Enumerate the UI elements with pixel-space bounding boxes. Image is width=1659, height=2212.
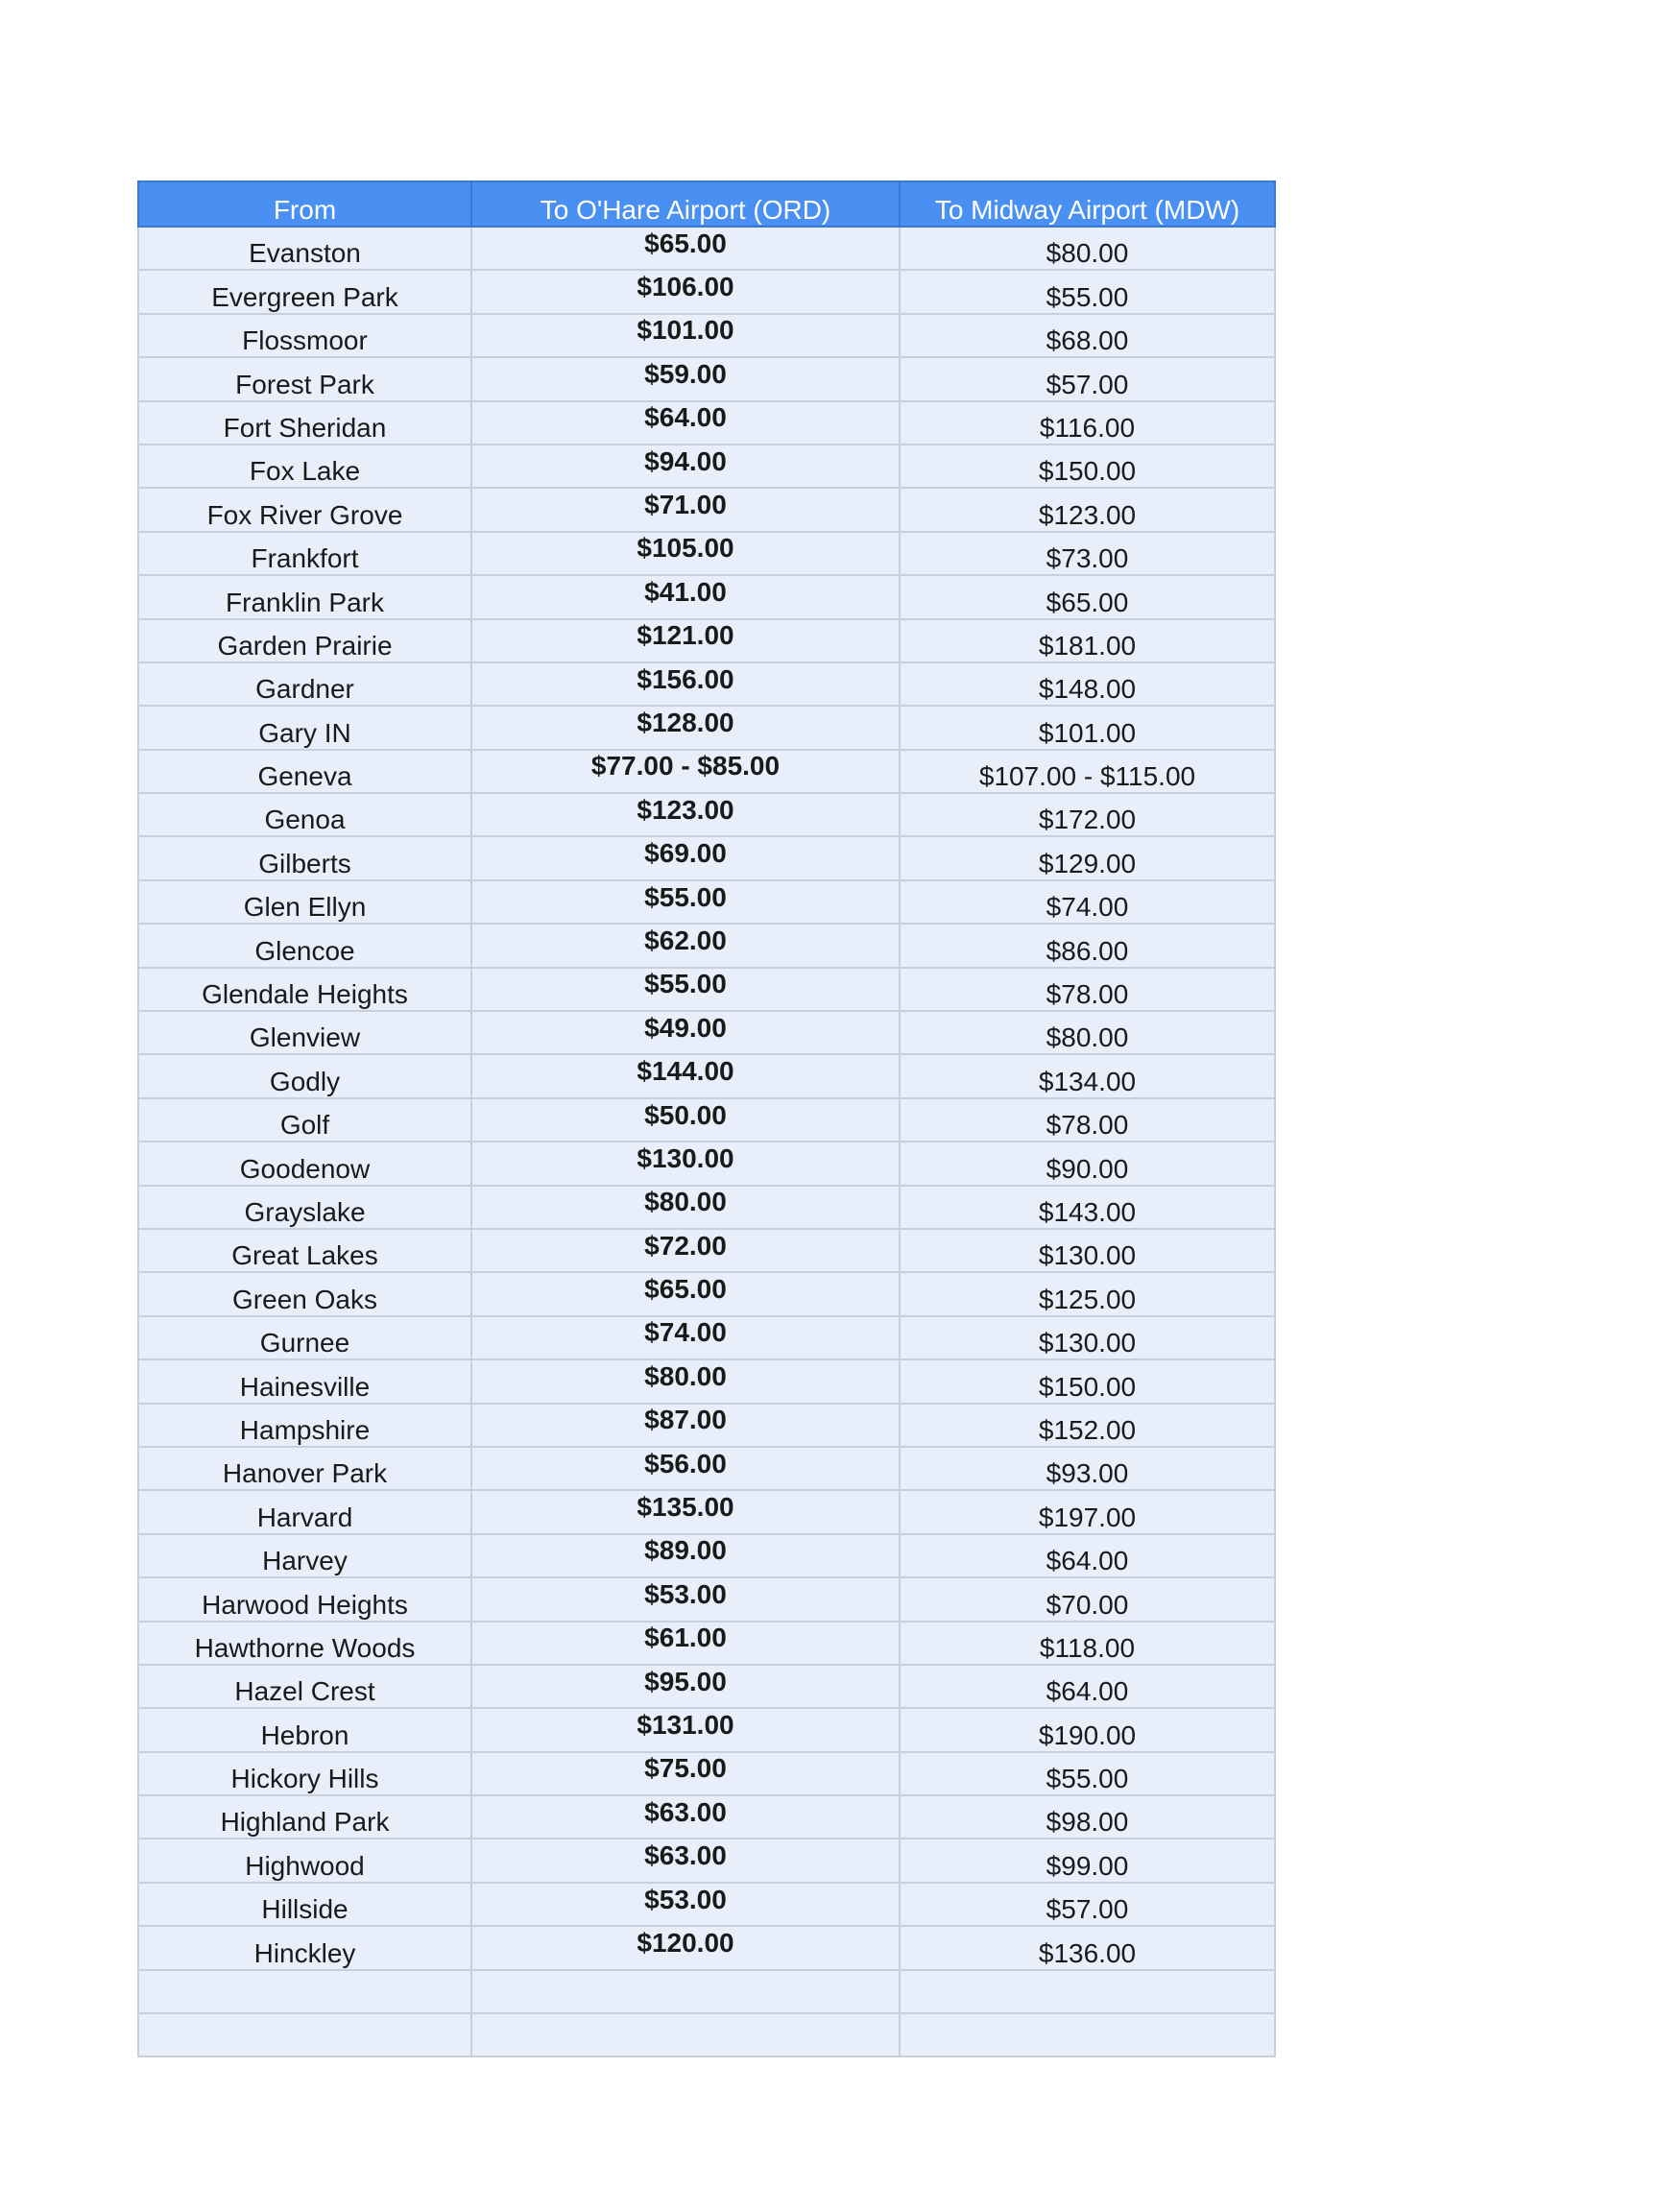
table-row — [138, 1970, 1275, 2013]
cell-mdw-fare: $57.00 — [900, 1883, 1275, 1926]
cell-ord-fare: $75.00 — [471, 1752, 900, 1795]
cell-mdw-fare: $68.00 — [900, 314, 1275, 357]
cell-ord-fare: $50.00 — [471, 1098, 900, 1142]
cell-from: Glencoe — [138, 924, 471, 967]
table-row — [138, 1665, 1275, 1708]
table-row — [138, 1926, 1275, 1969]
cell-from: Golf — [138, 1098, 471, 1142]
table-row — [138, 1316, 1275, 1359]
cell-from: Hillside — [138, 1883, 471, 1926]
table-row — [138, 1054, 1275, 1097]
cell-ord-fare: $65.00 — [471, 1272, 900, 1315]
table-row — [138, 880, 1275, 924]
table-row — [138, 314, 1275, 357]
table-body — [138, 227, 1275, 2056]
cell-ord-fare: $106.00 — [471, 270, 900, 313]
cell-mdw-fare: $197.00 — [900, 1490, 1275, 1533]
cell-ord-fare: $80.00 — [471, 1186, 900, 1229]
table-row — [138, 532, 1275, 575]
cell-mdw-fare: $80.00 — [900, 227, 1275, 270]
cell-ord-fare: $121.00 — [471, 619, 900, 662]
cell-from: Grayslake — [138, 1186, 471, 1229]
cell-from: Glenview — [138, 1011, 471, 1054]
cell-ord-fare: $71.00 — [471, 488, 900, 531]
cell-from: Fort Sheridan — [138, 401, 471, 445]
cell-from: Harvard — [138, 1490, 471, 1533]
cell-from: Hickory Hills — [138, 1752, 471, 1795]
cell-from: Highland Park — [138, 1795, 471, 1839]
table-row — [138, 1795, 1275, 1839]
header-mdw: To Midway Airport (MDW) — [900, 181, 1275, 227]
cell-mdw-fare: $65.00 — [900, 575, 1275, 618]
cell-ord-fare: $135.00 — [471, 1490, 900, 1533]
cell-ord-fare: $59.00 — [471, 357, 900, 400]
cell-mdw-fare: $74.00 — [900, 880, 1275, 924]
cell-from: Geneva — [138, 750, 471, 793]
cell-ord-fare: $55.00 — [471, 968, 900, 1011]
cell-ord-fare: $55.00 — [471, 880, 900, 924]
cell-from: Hampshire — [138, 1404, 471, 1447]
cell-from: Hazel Crest — [138, 1665, 471, 1708]
cell-from: Glendale Heights — [138, 968, 471, 1011]
cell-from: Hanover Park — [138, 1447, 471, 1490]
cell-from: Evanston — [138, 227, 471, 270]
cell-mdw-fare: $107.00 - $115.00 — [900, 750, 1275, 793]
table-row — [138, 1359, 1275, 1403]
cell-mdw-fare — [900, 1970, 1275, 2013]
cell-mdw-fare: $64.00 — [900, 1665, 1275, 1708]
cell-ord-fare: $95.00 — [471, 1665, 900, 1708]
cell-mdw-fare: $172.00 — [900, 793, 1275, 836]
cell-from: Franklin Park — [138, 575, 471, 618]
cell-from: Hainesville — [138, 1359, 471, 1403]
cell-mdw-fare: $130.00 — [900, 1229, 1275, 1272]
table-row — [138, 924, 1275, 967]
cell-from: Gary IN — [138, 706, 471, 749]
table-row — [138, 706, 1275, 749]
table-row — [138, 662, 1275, 706]
cell-mdw-fare: $152.00 — [900, 1404, 1275, 1447]
cell-mdw-fare: $134.00 — [900, 1054, 1275, 1097]
table-row — [138, 836, 1275, 879]
cell-mdw-fare: $181.00 — [900, 619, 1275, 662]
cell-ord-fare: $80.00 — [471, 1359, 900, 1403]
cell-mdw-fare: $150.00 — [900, 1359, 1275, 1403]
cell-from: Hebron — [138, 1708, 471, 1751]
cell-from: Frankfort — [138, 532, 471, 575]
cell-mdw-fare: $150.00 — [900, 445, 1275, 488]
cell-mdw-fare: $143.00 — [900, 1186, 1275, 1229]
table-row — [138, 793, 1275, 836]
cell-ord-fare: $63.00 — [471, 1795, 900, 1839]
cell-mdw-fare: $116.00 — [900, 401, 1275, 445]
table-row — [138, 1011, 1275, 1054]
table-row — [138, 1577, 1275, 1621]
table-row — [138, 1186, 1275, 1229]
cell-from: Fox River Grove — [138, 488, 471, 531]
cell-ord-fare: $105.00 — [471, 532, 900, 575]
table-row — [138, 1708, 1275, 1751]
table-row — [138, 270, 1275, 313]
cell-from: Genoa — [138, 793, 471, 836]
cell-ord-fare: $53.00 — [471, 1577, 900, 1621]
cell-ord-fare: $156.00 — [471, 662, 900, 706]
cell-mdw-fare: $78.00 — [900, 1098, 1275, 1142]
cell-mdw-fare — [900, 2013, 1275, 2056]
cell-from: Highwood — [138, 1839, 471, 1882]
table-row — [138, 227, 1275, 270]
table-row — [138, 575, 1275, 618]
table-row — [138, 1490, 1275, 1533]
cell-ord-fare: $144.00 — [471, 1054, 900, 1097]
cell-from: Garden Prairie — [138, 619, 471, 662]
table-row — [138, 968, 1275, 1011]
cell-ord-fare: $87.00 — [471, 1404, 900, 1447]
cell-mdw-fare: $99.00 — [900, 1839, 1275, 1882]
cell-ord-fare: $130.00 — [471, 1142, 900, 1185]
cell-from: Goodenow — [138, 1142, 471, 1185]
cell-ord-fare: $72.00 — [471, 1229, 900, 1272]
cell-mdw-fare: $55.00 — [900, 1752, 1275, 1795]
cell-ord-fare: $89.00 — [471, 1534, 900, 1577]
table-row — [138, 488, 1275, 531]
cell-mdw-fare: $73.00 — [900, 532, 1275, 575]
cell-mdw-fare: $190.00 — [900, 1708, 1275, 1751]
cell-from: Flossmoor — [138, 314, 471, 357]
cell-from: Gardner — [138, 662, 471, 706]
cell-mdw-fare: $123.00 — [900, 488, 1275, 531]
header-from: From — [138, 181, 471, 227]
cell-mdw-fare: $93.00 — [900, 1447, 1275, 1490]
table-row — [138, 1229, 1275, 1272]
cell-ord-fare: $65.00 — [471, 227, 900, 270]
table-row — [138, 1142, 1275, 1185]
table-row — [138, 1404, 1275, 1447]
table-row — [138, 445, 1275, 488]
cell-from — [138, 1970, 471, 2013]
table-row — [138, 1098, 1275, 1142]
cell-mdw-fare: $57.00 — [900, 357, 1275, 400]
cell-from: Hawthorne Woods — [138, 1622, 471, 1665]
cell-ord-fare: $74.00 — [471, 1316, 900, 1359]
cell-ord-fare: $53.00 — [471, 1883, 900, 1926]
cell-mdw-fare: $125.00 — [900, 1272, 1275, 1315]
cell-from: Gurnee — [138, 1316, 471, 1359]
cell-mdw-fare: $98.00 — [900, 1795, 1275, 1839]
cell-ord-fare: $61.00 — [471, 1622, 900, 1665]
cell-ord-fare: $56.00 — [471, 1447, 900, 1490]
cell-mdw-fare: $86.00 — [900, 924, 1275, 967]
cell-from — [138, 2013, 471, 2056]
fare-table — [137, 180, 1276, 2057]
cell-ord-fare: $128.00 — [471, 706, 900, 749]
header-ord: To O'Hare Airport (ORD) — [471, 181, 900, 227]
cell-mdw-fare: $129.00 — [900, 836, 1275, 879]
cell-ord-fare: $94.00 — [471, 445, 900, 488]
cell-ord-fare — [471, 2013, 900, 2056]
table-row — [138, 1447, 1275, 1490]
cell-ord-fare: $64.00 — [471, 401, 900, 445]
cell-ord-fare: $63.00 — [471, 1839, 900, 1882]
cell-ord-fare: $131.00 — [471, 1708, 900, 1751]
table-row — [138, 619, 1275, 662]
cell-mdw-fare: $90.00 — [900, 1142, 1275, 1185]
cell-ord-fare: $41.00 — [471, 575, 900, 618]
table-row — [138, 1272, 1275, 1315]
cell-from: Glen Ellyn — [138, 880, 471, 924]
cell-mdw-fare: $118.00 — [900, 1622, 1275, 1665]
cell-mdw-fare: $64.00 — [900, 1534, 1275, 1577]
cell-ord-fare: $77.00 - $85.00 — [471, 750, 900, 793]
cell-ord-fare: $123.00 — [471, 793, 900, 836]
table-row — [138, 357, 1275, 400]
cell-ord-fare: $120.00 — [471, 1926, 900, 1969]
table-row — [138, 1752, 1275, 1795]
table-row — [138, 1839, 1275, 1882]
cell-mdw-fare: $55.00 — [900, 270, 1275, 313]
cell-mdw-fare: $130.00 — [900, 1316, 1275, 1359]
table-row — [138, 2013, 1275, 2056]
table-row — [138, 1883, 1275, 1926]
table-row — [138, 1622, 1275, 1665]
cell-mdw-fare: $70.00 — [900, 1577, 1275, 1621]
header-row — [138, 181, 1275, 227]
cell-ord-fare — [471, 1970, 900, 2013]
cell-ord-fare: $49.00 — [471, 1011, 900, 1054]
cell-from: Harvey — [138, 1534, 471, 1577]
cell-from: Forest Park — [138, 357, 471, 400]
cell-from: Hinckley — [138, 1926, 471, 1969]
cell-from: Gilberts — [138, 836, 471, 879]
cell-ord-fare: $62.00 — [471, 924, 900, 967]
cell-ord-fare: $69.00 — [471, 836, 900, 879]
cell-from: Green Oaks — [138, 1272, 471, 1315]
table-row — [138, 401, 1275, 445]
cell-mdw-fare: $136.00 — [900, 1926, 1275, 1969]
cell-from: Godly — [138, 1054, 471, 1097]
cell-mdw-fare: $80.00 — [900, 1011, 1275, 1054]
cell-from: Harwood Heights — [138, 1577, 471, 1621]
cell-from: Fox Lake — [138, 445, 471, 488]
cell-mdw-fare: $101.00 — [900, 706, 1275, 749]
cell-mdw-fare: $78.00 — [900, 968, 1275, 1011]
table-row — [138, 750, 1275, 793]
cell-from: Great Lakes — [138, 1229, 471, 1272]
cell-ord-fare: $101.00 — [471, 314, 900, 357]
cell-mdw-fare: $148.00 — [900, 662, 1275, 706]
table-row — [138, 1534, 1275, 1577]
cell-from: Evergreen Park — [138, 270, 471, 313]
